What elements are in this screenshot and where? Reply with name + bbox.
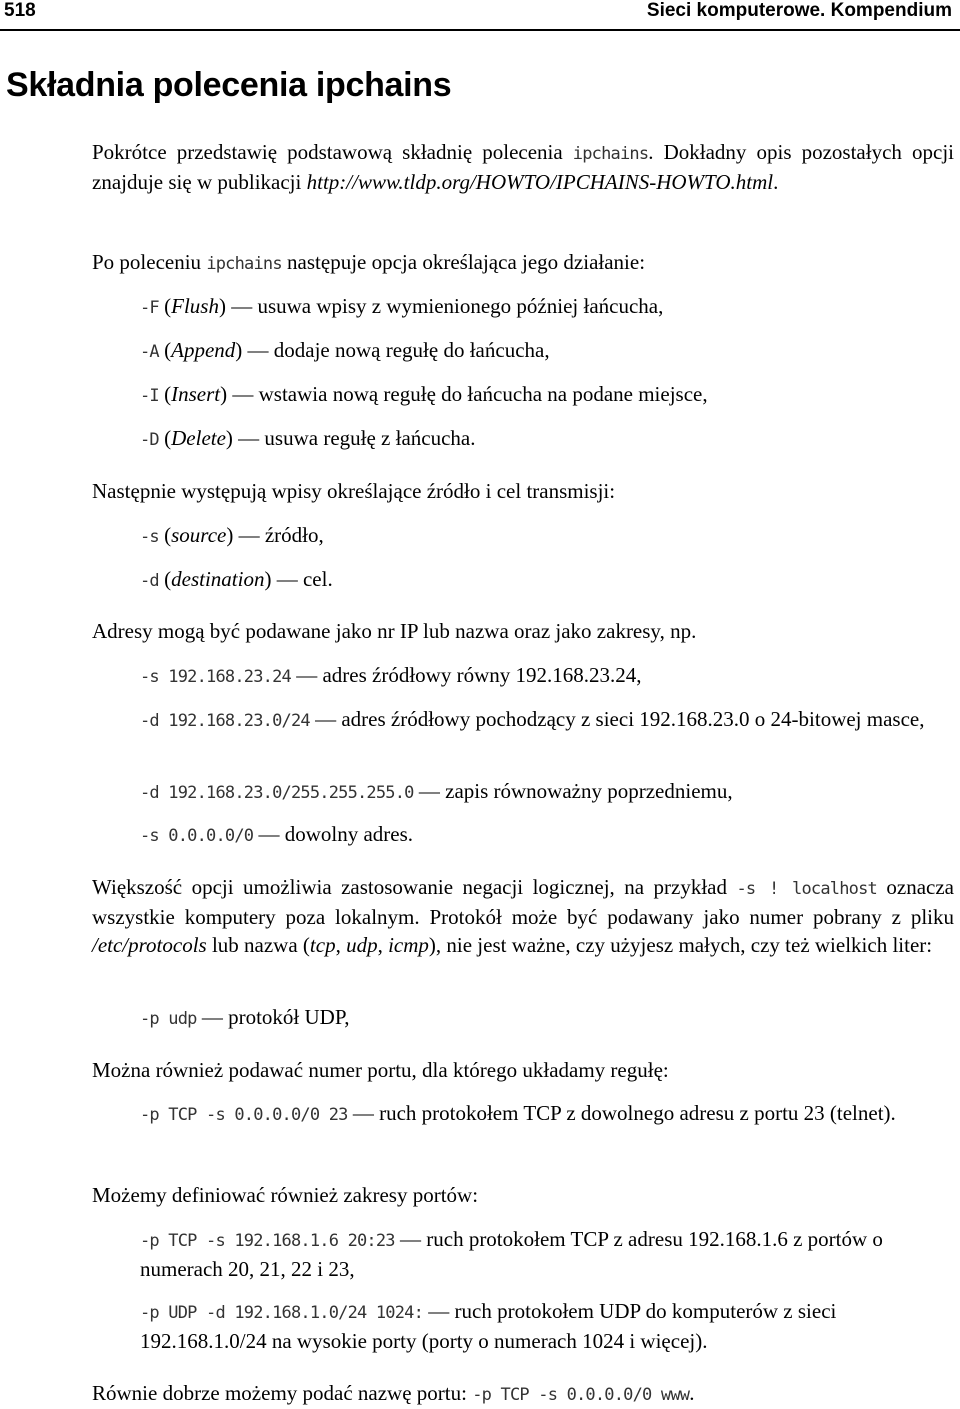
source-dest-intro: Następnie występują wpisy określające źródło i cel transmisji: [92,479,616,503]
options-intro: Po poleceniu ipchains następuje opcja określająca jego działanie: [92,250,646,274]
addresses-intro: Adresy mogą być podawane jako nr IP lub nazwa oraz jako zakresy, np. [92,619,697,643]
source-dest-item: -d (destination) — cel. [140,567,333,591]
howto-link[interactable]: http://www.tldp.org/HOWTO/IPCHAINS-HOWTO.html [306,170,774,194]
range-intro: Możemy definiować również zakresy portów: [92,1183,479,1207]
protocols-path: /etc/protocols [92,933,207,957]
inline-code: ipchains [572,144,649,164]
range-example: -p UDP -d 192.168.1.0/24 1024: — ruch protokołem UDP do komputerów z sieci 192.168.1.0/24 na wysokie porty (porty o numerach 1024 i więcej). [140,1299,837,1353]
option-item: -A (Append) — dodaje nową regułę do łańcucha, [140,338,550,362]
address-item: -d 192.168.23.0/255.255.255.0 — zapis równoważny poprzedniemu, [140,779,733,803]
inline-code: -s ! localhost [736,879,877,899]
protocol-example: -p udp — protokół UDP, [140,1005,350,1029]
page-number: 518 [4,0,36,21]
range-example: -p TCP -s 192.168.1.6 20:23 — ruch protokołem TCP z adresu 192.168.1.6 z portów o numerach 20, 21, 22 i 23, [140,1227,883,1281]
option-item: -F (Flush) — usuwa wpisy z wymienionego później łańcucha, [140,294,664,318]
section-title: Składnia polecenia ipchains [6,66,452,104]
negation-paragraph: Większość opcji umożliwia zastosowanie negacji logicznej, na przykład -s ! localhost oznacza wszystkie komputery poza lokalnym. Protokół może być podawany jako numer pobrany z pliku /etc/protocols lub nazwa (tcp, udp, icmp), nie jest ważne, czy użyjesz małych, czy też wielkich liter: [92,875,955,957]
inline-code: -p TCP -s 0.0.0.0/0 www [472,1385,690,1405]
book-title: Sieci komputerowe. Kompendium [646,0,952,21]
address-item: -d 192.168.23.0/24 — adres źródłowy pochodzący z sieci 192.168.23.0 o 24-bitowej masce, [140,707,925,731]
page-header [0,0,960,32]
intro-paragraph: Pokrótce przedstawię podstawową składnię polecenia ipchains. Dokładny opis pozostałych opcji znajduje się w publikacji http://www.tldp.org/HOWTO/IPCHAINS-HOWTO.html. [92,140,954,194]
source-dest-item: -s (source) — źródło, [140,523,324,547]
header-rule [0,29,960,31]
port-intro: Można również podawać numer portu, dla którego układamy regułę: [92,1058,669,1082]
address-item: -s 192.168.23.24 — adres źródłowy równy 192.168.23.24, [140,663,642,687]
address-item: -s 0.0.0.0/0 — dowolny adres. [140,822,414,846]
port-example: -p TCP -s 0.0.0.0/0 23 — ruch protokołem TCP z dowolnego adresu z portu 23 (telnet). [140,1101,896,1125]
option-item: -D (Delete) — usuwa regułę z łańcucha. [140,426,476,450]
final-paragraph: Równie dobrze możemy podać nazwę portu: -p TCP -s 0.0.0.0/0 www. [92,1381,695,1405]
inline-code: ipchains [206,254,282,274]
option-item: -I (Insert) — wstawia nową regułę do łańcucha na podane miejsce, [140,382,708,406]
